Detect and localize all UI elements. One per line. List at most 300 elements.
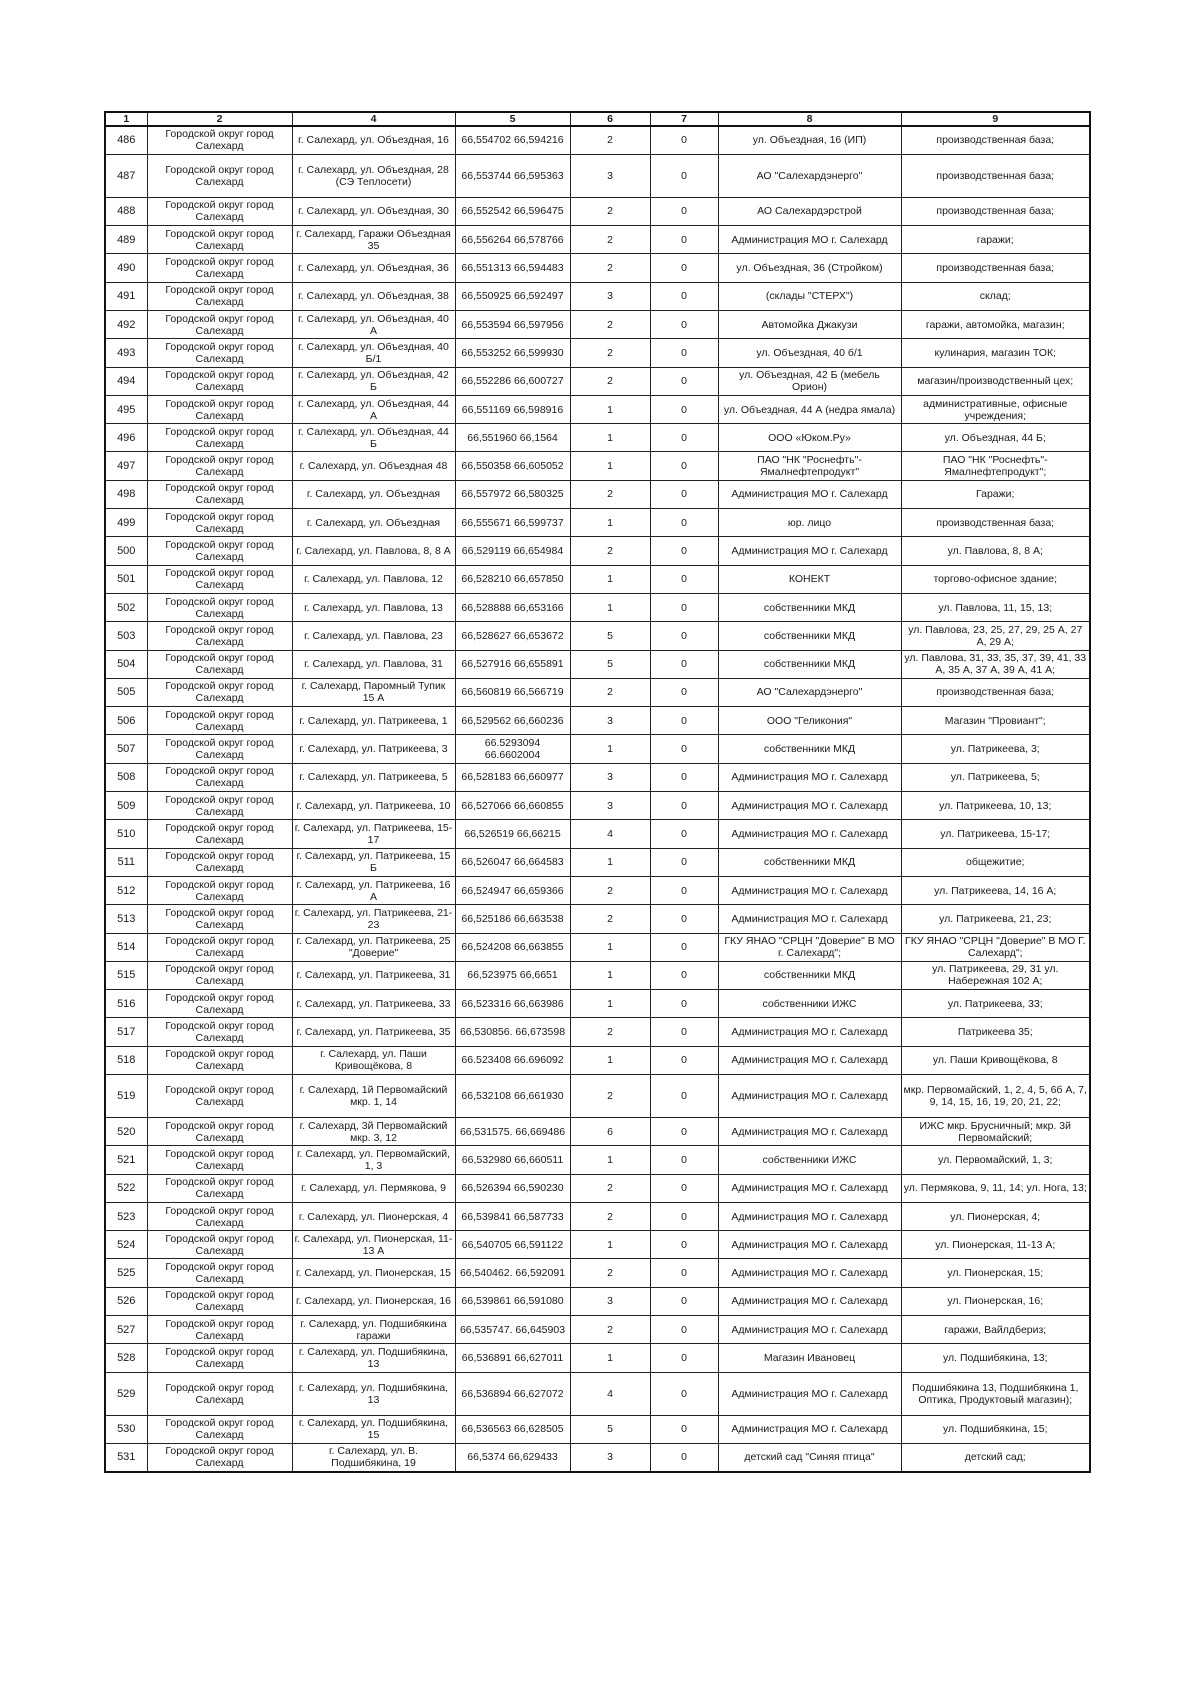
header-cell-col-5: 5 — [455, 112, 570, 126]
table-cell: 492 — [105, 310, 147, 338]
table-cell: 66,528888 66,653166 — [455, 593, 570, 621]
table-cell: 510 — [105, 820, 147, 848]
table-cell: г. Салехард, ул. Патрикеева, 3 — [292, 735, 455, 763]
table-cell: 0 — [650, 480, 718, 508]
table-cell: 66,5374 66,629433 — [455, 1443, 570, 1471]
table-cell: мкр. Первомайский, 1, 2, 4, 5, 6б А, 7, 9, 14, 15, 16, 19, 20, 21, 22; — [901, 1075, 1090, 1118]
table-cell: 66,557972 66,580325 — [455, 480, 570, 508]
table-cell: Автомойка Джакузи — [718, 310, 901, 338]
table-cell: 0 — [650, 1118, 718, 1146]
table-cell: Магазин Ивановец — [718, 1344, 901, 1372]
table-cell: 66,550358 66,605052 — [455, 452, 570, 480]
table-cell: 0 — [650, 763, 718, 791]
table-row — [105, 509, 1090, 537]
table-cell: ул. Объездная, 42 Б (мебель Орион) — [718, 367, 901, 395]
table-cell: Городской округ город Салехард — [147, 367, 292, 395]
table-cell: 66,553252 66,599930 — [455, 339, 570, 367]
table-cell: 0 — [650, 792, 718, 820]
table-cell: 0 — [650, 310, 718, 338]
table-cell: 0 — [650, 961, 718, 989]
table-cell: Городской округ город Салехард — [147, 905, 292, 933]
table-cell: ул. Пермякова, 9, 11, 14; ул. Нога, 13; — [901, 1174, 1090, 1202]
table-cell: 1 — [570, 395, 650, 423]
table-cell: г. Салехард, ул. Патрикеева, 5 — [292, 763, 455, 791]
table-cell: общежитие; — [901, 848, 1090, 876]
table-cell: г. Салехард, ул. Объездная — [292, 480, 455, 508]
table-row — [105, 905, 1090, 933]
table-cell: магазин/производственный цех; — [901, 367, 1090, 395]
table-row — [105, 593, 1090, 621]
table-cell: Городской округ город Салехард — [147, 933, 292, 961]
table-row — [105, 537, 1090, 565]
table-row — [105, 282, 1090, 310]
table-cell: ул. Подшибякина, 13; — [901, 1344, 1090, 1372]
table-row — [105, 650, 1090, 678]
table-cell: г. Салехард, ул. Объездная, 28 (СЭ Теплосети) — [292, 154, 455, 197]
table-cell: 66,539861 66,591080 — [455, 1287, 570, 1315]
table-cell: 2 — [570, 876, 650, 904]
table-cell: ул. Павлова, 11, 15, 13; — [901, 593, 1090, 621]
table-cell: г. Салехард, ул. Патрикеева, 10 — [292, 792, 455, 820]
table-cell: 0 — [650, 876, 718, 904]
table-cell: Городской округ город Салехард — [147, 565, 292, 593]
table-cell: 0 — [650, 197, 718, 225]
table-cell: 66,535747. 66,645903 — [455, 1316, 570, 1344]
table-cell: Администрация МО г. Салехард — [718, 1046, 901, 1074]
table-cell: г. Салехард, ул. Объездная — [292, 509, 455, 537]
table-row — [105, 622, 1090, 650]
table-cell: Администрация МО г. Салехард — [718, 763, 901, 791]
table-cell: Администрация МО г. Салехард — [718, 1118, 901, 1146]
header-row — [105, 112, 1090, 126]
table-cell: г. Салехард, ул. Пионерская, 15 — [292, 1259, 455, 1287]
table-cell: Администрация МО г. Салехард — [718, 537, 901, 565]
table-row — [105, 1075, 1090, 1118]
table-cell: 525 — [105, 1259, 147, 1287]
table-cell: 0 — [650, 254, 718, 282]
table-cell: Городской округ город Салехард — [147, 1118, 292, 1146]
table-cell: 1 — [570, 848, 650, 876]
table-cell: 1 — [570, 990, 650, 1018]
table-cell: ул. Павлова, 23, 25, 27, 29, 25 А, 27 А, 29 А; — [901, 622, 1090, 650]
table-cell: 491 — [105, 282, 147, 310]
table-cell: 0 — [650, 1046, 718, 1074]
table-row — [105, 1118, 1090, 1146]
table-cell: 0 — [650, 1018, 718, 1046]
table-cell: ул. Патрикеева, 21, 23; — [901, 905, 1090, 933]
table-cell: 488 — [105, 197, 147, 225]
table-cell: Городской округ город Салехард — [147, 876, 292, 904]
table-cell: 0 — [650, 1443, 718, 1471]
table-cell: 530 — [105, 1415, 147, 1443]
table-cell: ООО «Юком.Ру» — [718, 424, 901, 452]
table-cell: 66,531575. 66,669486 — [455, 1118, 570, 1146]
table-cell: 2 — [570, 310, 650, 338]
table-cell: 66,540705 66,591122 — [455, 1231, 570, 1259]
table-cell: 66,524208 66,663855 — [455, 933, 570, 961]
table-cell: 520 — [105, 1118, 147, 1146]
table-cell: 501 — [105, 565, 147, 593]
table-cell: кулинария, магазин ТОК; — [901, 339, 1090, 367]
table-cell: ул. Павлова, 31, 33, 35, 37, 39, 41, 33 А, 35 А, 37 А, 39 А, 41 А; — [901, 650, 1090, 678]
table-cell: 0 — [650, 509, 718, 537]
table-cell: 0 — [650, 1372, 718, 1415]
header-cell-col-2: 2 — [147, 112, 292, 126]
table-cell: ПАО "НК "Роснефть"-Ямалнефтепродукт" — [718, 452, 901, 480]
table-cell: 0 — [650, 848, 718, 876]
table-cell: 522 — [105, 1174, 147, 1202]
table-cell: АО Салехардэрстрой — [718, 197, 901, 225]
table-cell: 511 — [105, 848, 147, 876]
table-cell: Городской округ город Салехард — [147, 820, 292, 848]
table-cell: г. Салехард, ул. Объездная, 44 Б — [292, 424, 455, 452]
table-cell: г. Салехард, ул. Объездная 48 — [292, 452, 455, 480]
header-cell-col-8: 8 — [718, 112, 901, 126]
table-cell: 2 — [570, 1075, 650, 1118]
table-cell: Городской округ город Салехард — [147, 254, 292, 282]
table-cell: производственная база; — [901, 197, 1090, 225]
table-cell: Администрация МО г. Салехард — [718, 1231, 901, 1259]
table-cell: 500 — [105, 537, 147, 565]
table-cell: ГКУ ЯНАО "СРЦН "Доверие" В МО Г. Салехард"; — [901, 933, 1090, 961]
table-cell: Городской округ город Салехард — [147, 480, 292, 508]
table-cell: ул. Патрикеева, 10, 13; — [901, 792, 1090, 820]
table-cell: 2 — [570, 339, 650, 367]
table-cell: Городской округ город Салехард — [147, 310, 292, 338]
table-cell: Администрация МО г. Салехард — [718, 1018, 901, 1046]
table-row — [105, 990, 1090, 1018]
table-row — [105, 1018, 1090, 1046]
table-cell: 0 — [650, 1259, 718, 1287]
table-cell: г. Салехард, ул. Патрикеева, 1 — [292, 707, 455, 735]
table-cell: 3 — [570, 1287, 650, 1315]
table-row — [105, 1046, 1090, 1074]
table-cell: 0 — [650, 1415, 718, 1443]
table-cell: Администрация МО г. Салехард — [718, 876, 901, 904]
table-cell: 66,529562 66,660236 — [455, 707, 570, 735]
table-cell: ГКУ ЯНАО "СРЦН "Доверие" В МО г. Салехард"; — [718, 933, 901, 961]
table-cell: 1 — [570, 735, 650, 763]
table-cell: 2 — [570, 126, 650, 154]
table-cell: 2 — [570, 480, 650, 508]
table-cell: г. Салехард, ул. Павлова, 12 — [292, 565, 455, 593]
table-row — [105, 1443, 1090, 1471]
table-cell: Городской округ город Салехард — [147, 848, 292, 876]
table-cell: 66,550925 66,592497 — [455, 282, 570, 310]
table-cell: г. Салехард, ул. Патрикеева, 33 — [292, 990, 455, 1018]
table-cell: Городской округ город Салехард — [147, 1146, 292, 1174]
table-cell: производственная база; — [901, 154, 1090, 197]
table-cell: ул. Объездная, 36 (Стройком) — [718, 254, 901, 282]
header-cell-col-6: 6 — [570, 112, 650, 126]
header-cell-col-1: 1 — [105, 112, 147, 126]
table-cell: Городской округ город Салехард — [147, 735, 292, 763]
table-cell: 1 — [570, 593, 650, 621]
table-cell: Администрация МО г. Салехард — [718, 1372, 901, 1415]
table-cell: 495 — [105, 395, 147, 423]
table-cell: г. Салехард, ул. Первомайский, 1, 3 — [292, 1146, 455, 1174]
table-cell: 531 — [105, 1443, 147, 1471]
table-cell: 66,551313 66,594483 — [455, 254, 570, 282]
table-cell: 0 — [650, 395, 718, 423]
table-cell: 0 — [650, 452, 718, 480]
table-cell: г. Салехард, ул. Патрикеева, 31 — [292, 961, 455, 989]
table-cell: г. Салехард, ул. Патрикеева, 15 Б — [292, 848, 455, 876]
table-cell: Городской округ город Салехард — [147, 1344, 292, 1372]
table-cell: 0 — [650, 1287, 718, 1315]
table-cell: собственники МКД — [718, 622, 901, 650]
table-cell: 66,536891 66,627011 — [455, 1344, 570, 1372]
table-cell: 518 — [105, 1046, 147, 1074]
table-cell: 517 — [105, 1018, 147, 1046]
table-row — [105, 876, 1090, 904]
table-cell: 0 — [650, 1344, 718, 1372]
table-cell: АО "Салехардэнерго" — [718, 154, 901, 197]
table-cell: Магазин "Провиант"; — [901, 707, 1090, 735]
table-cell: 66,523975 66,6651 — [455, 961, 570, 989]
table-cell: ул. Подшибякина, 15; — [901, 1415, 1090, 1443]
table-cell: Городской округ город Салехард — [147, 1372, 292, 1415]
table-cell: Администрация МО г. Салехард — [718, 226, 901, 254]
table-cell: 0 — [650, 650, 718, 678]
table-cell: Городской округ город Салехард — [147, 1174, 292, 1202]
table-cell: 498 — [105, 480, 147, 508]
table-cell: 4 — [570, 1372, 650, 1415]
table-cell: 0 — [650, 565, 718, 593]
table-cell: Городской округ город Салехард — [147, 1046, 292, 1074]
table-cell: 0 — [650, 1075, 718, 1118]
table-cell: ул. Пионерская, 16; — [901, 1287, 1090, 1315]
table-cell: 66,532980 66,660511 — [455, 1146, 570, 1174]
table-row — [105, 735, 1090, 763]
table-cell: 66,526047 66,664583 — [455, 848, 570, 876]
table-cell: 508 — [105, 763, 147, 791]
table-cell: г. Салехард, ул. Объездная, 36 — [292, 254, 455, 282]
table-row — [105, 1174, 1090, 1202]
table-cell: 1 — [570, 1046, 650, 1074]
table-cell: г. Салехард, 1й Первомайский мкр. 1, 14 — [292, 1075, 455, 1118]
table-cell: г. Салехард, ул. Объездная, 44 А — [292, 395, 455, 423]
table-cell: Подшибякина 13, Подшибякина 1, Оптика, Продуктовый магазин); — [901, 1372, 1090, 1415]
table-cell: 0 — [650, 126, 718, 154]
table-row — [105, 1372, 1090, 1415]
table-cell: 66.523408 66.696092 — [455, 1046, 570, 1074]
table-cell: 2 — [570, 1174, 650, 1202]
table-cell: 2 — [570, 1018, 650, 1046]
table-cell: 2 — [570, 1202, 650, 1230]
table-cell: ул. Пионерская, 11-13 А; — [901, 1231, 1090, 1259]
table-cell: гаражи, автомойка, магазин; — [901, 310, 1090, 338]
table-cell: 0 — [650, 1316, 718, 1344]
table-cell: 2 — [570, 905, 650, 933]
table-cell: 0 — [650, 678, 718, 706]
table-cell: 66,560819 66,566719 — [455, 678, 570, 706]
table-cell: 489 — [105, 226, 147, 254]
table-cell: Городской округ город Салехард — [147, 1316, 292, 1344]
table-row — [105, 126, 1090, 154]
table-cell: Патрикеева 35; — [901, 1018, 1090, 1046]
table-cell: 3 — [570, 707, 650, 735]
table-cell: 3 — [570, 282, 650, 310]
table-cell: 66,529119 66,654984 — [455, 537, 570, 565]
table-cell: гаражи; — [901, 226, 1090, 254]
table-cell: Администрация МО г. Салехард — [718, 1415, 901, 1443]
table-cell: Городской округ город Салехард — [147, 1202, 292, 1230]
table-cell: 66,553744 66,595363 — [455, 154, 570, 197]
table-cell: 66,553594 66,597956 — [455, 310, 570, 338]
table-cell: Городской округ город Салехард — [147, 1415, 292, 1443]
table-cell: Городской округ город Салехард — [147, 1259, 292, 1287]
table-cell: 1 — [570, 1231, 650, 1259]
table-cell: г. Салехард, Паромный Тупик 15 А — [292, 678, 455, 706]
table-cell: 0 — [650, 990, 718, 1018]
table-cell: 66,525186 66,663538 — [455, 905, 570, 933]
table-cell: г. Салехард, ул. Пермякова, 9 — [292, 1174, 455, 1202]
register-table — [104, 111, 1091, 1473]
table-cell: Городской округ город Салехард — [147, 339, 292, 367]
table-cell: АО "Салехардэнерго" — [718, 678, 901, 706]
table-cell: г. Салехард, ул. Павлова, 8, 8 А — [292, 537, 455, 565]
table-cell: Городской округ город Салехард — [147, 154, 292, 197]
table-cell: 0 — [650, 282, 718, 310]
table-cell: (склады "СТЕРХ") — [718, 282, 901, 310]
table-cell: Администрация МО г. Салехард — [718, 820, 901, 848]
table-cell: 66,527066 66,660855 — [455, 792, 570, 820]
table-cell: ул. Паши Кривощёкова, 8 — [901, 1046, 1090, 1074]
table-cell: 0 — [650, 593, 718, 621]
table-cell: 0 — [650, 1202, 718, 1230]
table-cell: собственники МКД — [718, 961, 901, 989]
table-cell: детский сад; — [901, 1443, 1090, 1471]
table-row — [105, 367, 1090, 395]
table-row — [105, 339, 1090, 367]
table-cell: 66,528210 66,657850 — [455, 565, 570, 593]
table-cell: 521 — [105, 1146, 147, 1174]
table-cell: ООО "Геликония" — [718, 707, 901, 735]
table-cell: 66,551169 66,598916 — [455, 395, 570, 423]
table-cell: г. Салехард, ул. Патрикеева, 35 — [292, 1018, 455, 1046]
table-row — [105, 961, 1090, 989]
table-row — [105, 763, 1090, 791]
table-row — [105, 452, 1090, 480]
table-cell: 0 — [650, 226, 718, 254]
table-cell: Городской округ город Салехард — [147, 537, 292, 565]
header-cell-col-7: 7 — [650, 112, 718, 126]
table-cell: 66,528183 66,660977 — [455, 763, 570, 791]
table-row — [105, 1202, 1090, 1230]
table-cell: Городской округ город Салехард — [147, 678, 292, 706]
table-cell: Администрация МО г. Салехард — [718, 480, 901, 508]
table-cell: 66,526519 66,66215 — [455, 820, 570, 848]
table-cell: 0 — [650, 367, 718, 395]
table-cell: 509 — [105, 792, 147, 820]
table-cell: Администрация МО г. Салехард — [718, 792, 901, 820]
table-cell: ул. Объездная, 40 б/1 — [718, 339, 901, 367]
table-cell: Администрация МО г. Салехард — [718, 1174, 901, 1202]
table-cell: 507 — [105, 735, 147, 763]
table-cell: 528 — [105, 1344, 147, 1372]
table-cell: Городской округ город Салехард — [147, 961, 292, 989]
table-cell: 497 — [105, 452, 147, 480]
table-cell: г. Салехард, ул. Объездная, 42 Б — [292, 367, 455, 395]
table-cell: ул. Пионерская, 15; — [901, 1259, 1090, 1287]
table-row — [105, 1146, 1090, 1174]
table-cell: г. Салехард, ул. Пионерская, 16 — [292, 1287, 455, 1315]
table-cell: 66,530856. 66,673598 — [455, 1018, 570, 1046]
table-cell: 503 — [105, 622, 147, 650]
table-cell: Администрация МО г. Салехард — [718, 905, 901, 933]
table-cell: 6 — [570, 1118, 650, 1146]
table-cell: 523 — [105, 1202, 147, 1230]
table-cell: детский сад "Синяя птица" — [718, 1443, 901, 1471]
table-row — [105, 565, 1090, 593]
table-cell: г. Салехард, ул. Павлова, 23 — [292, 622, 455, 650]
table-cell: Городской округ город Салехард — [147, 1075, 292, 1118]
table-cell: Городской округ город Салехард — [147, 197, 292, 225]
table-cell: 0 — [650, 1146, 718, 1174]
table-cell: Администрация МО г. Салехард — [718, 1202, 901, 1230]
table-cell: Городской округ город Салехард — [147, 707, 292, 735]
table-row — [105, 310, 1090, 338]
table-cell: ул. Патрикеева, 5; — [901, 763, 1090, 791]
table-cell: 3 — [570, 1443, 650, 1471]
table-cell: ул. Патрикеева, 33; — [901, 990, 1090, 1018]
table-row — [105, 1415, 1090, 1443]
table-cell: 527 — [105, 1316, 147, 1344]
table-cell: 66,527916 66,655891 — [455, 650, 570, 678]
table-cell: 66,539841 66,587733 — [455, 1202, 570, 1230]
table-cell: 66,552286 66,600727 — [455, 367, 570, 395]
table-cell: г. Салехард, ул. Подшибякина, 13 — [292, 1372, 455, 1415]
table-cell: Городской округ город Салехард — [147, 763, 292, 791]
table-cell: 66,532108 66,661930 — [455, 1075, 570, 1118]
table-row — [105, 226, 1090, 254]
table-cell: Городской округ город Салехард — [147, 1287, 292, 1315]
table-cell: 2 — [570, 226, 650, 254]
table-cell: 2 — [570, 537, 650, 565]
table-cell: 515 — [105, 961, 147, 989]
table-cell: производственная база; — [901, 678, 1090, 706]
table-cell: ул. Павлова, 8, 8 А; — [901, 537, 1090, 565]
table-cell: ул. Патрикеева, 15-17; — [901, 820, 1090, 848]
table-row — [105, 1259, 1090, 1287]
table-cell: 526 — [105, 1287, 147, 1315]
header-cell-col-9: 9 — [901, 112, 1090, 126]
table-cell: 66,536894 66,627072 — [455, 1372, 570, 1415]
table-cell: г. Салехард, ул. В. Подшибякина, 19 — [292, 1443, 455, 1471]
table-cell: Городской округ город Салехард — [147, 1018, 292, 1046]
table-cell: 0 — [650, 735, 718, 763]
table-cell: ул. Объездная, 44 Б; — [901, 424, 1090, 452]
table-cell: г. Салехард, ул. Павлова, 31 — [292, 650, 455, 678]
table-cell: г. Салехард, ул. Пионерская, 4 — [292, 1202, 455, 1230]
table-cell: г. Салехард, ул. Пионерская, 11-13 А — [292, 1231, 455, 1259]
table-cell: 2 — [570, 254, 650, 282]
table-cell: 1 — [570, 565, 650, 593]
table-cell: 499 — [105, 509, 147, 537]
table-cell: Администрация МО г. Салехард — [718, 1316, 901, 1344]
table-cell: ул. Объездная, 16 (ИП) — [718, 126, 901, 154]
table-cell: Городской округ город Салехард — [147, 792, 292, 820]
table-cell: Городской округ город Салехард — [147, 622, 292, 650]
table-cell: г. Салехард, ул. Паши Кривощёкова, 8 — [292, 1046, 455, 1074]
table-cell: г. Салехард, 3й Первомайский мкр. 3, 12 — [292, 1118, 455, 1146]
table-cell: г. Салехард, ул. Объездная, 38 — [292, 282, 455, 310]
table-cell: 1 — [570, 933, 650, 961]
table-cell: 2 — [570, 197, 650, 225]
table-cell: 66,536563 66,628505 — [455, 1415, 570, 1443]
table-body — [105, 126, 1090, 1472]
